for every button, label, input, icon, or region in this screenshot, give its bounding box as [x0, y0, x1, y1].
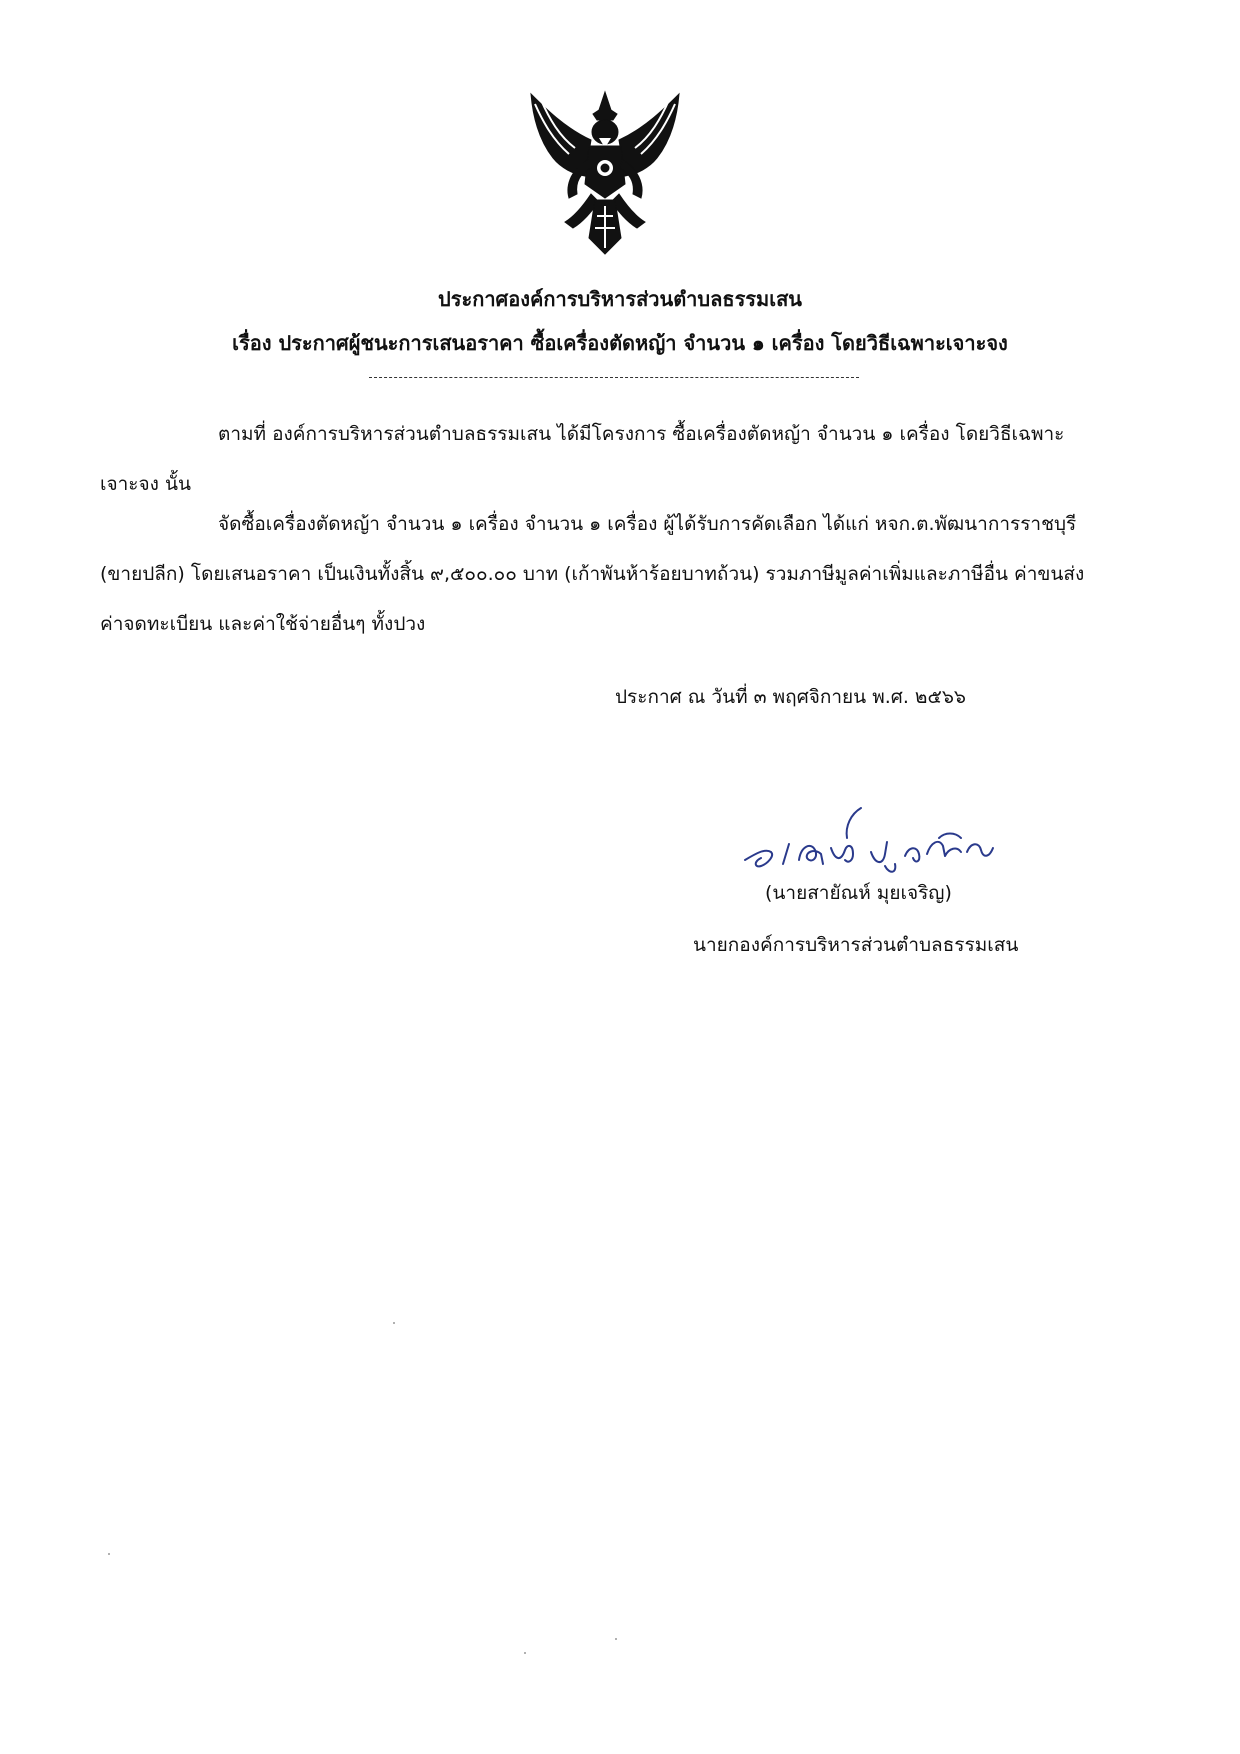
announcement-subject: เรื่อง ประกาศผู้ชนะการเสนอราคา ซื้อเครื่องตัดหญ้า จำนวน ๑ เครื่อง โดยวิธีเฉพาะเจาะจง	[232, 331, 1008, 355]
scan-speck	[108, 1553, 110, 1555]
announcement-title: ประกาศองค์การบริหารส่วนตำบลธรรมเสน	[438, 287, 802, 311]
paragraph-1-text: ตามที่ องค์การบริหารส่วนตำบลธรรมเสน ได้มีโครงการ ซื้อเครื่องตัดหญ้า จำนวน ๑ เครื่อง โดยวิธีเฉพาะเจาะจง นั้น	[100, 423, 1065, 495]
body-paragraph-2	[100, 499, 1100, 649]
scan-speck	[524, 1652, 526, 1654]
scan-speck	[393, 1322, 395, 1324]
signer-position: นายกองค์การบริหารส่วนตำบลธรรมเสน	[693, 934, 1019, 956]
title-divider	[369, 377, 859, 378]
garuda-emblem-icon	[525, 88, 685, 258]
scan-speck	[615, 1638, 617, 1640]
signer-name: (นายสายัณห์ มุยเจริญ)	[765, 882, 952, 904]
announcement-date: ประกาศ ณ วันที่ ๓ พฤศจิกายน พ.ศ. ๒๕๖๖	[615, 686, 966, 708]
handwritten-signature	[735, 798, 1025, 878]
body-paragraph-1	[100, 409, 1100, 509]
paragraph-2-text: จัดซื้อเครื่องตัดหญ้า จำนวน ๑ เครื่อง จำนวน ๑ เครื่อง ผู้ได้รับการคัดเลือก ได้แก่ หจก.ต.พัฒนาการราชบุรี (ขายปลีก) โดยเสนอราคา เป็นเงินทั้งสิ้น ๙,๕๐๐.๐๐ บาท (เก้าพันห้าร้อยบาทถ้วน) รวมภาษีมูลค่าเพิ่มและภาษีอื่น ค่าขนส่ง ค่าจดทะเบียน และค่าใช้จ่ายอื่นๆ ทั้งปวง	[100, 513, 1085, 635]
